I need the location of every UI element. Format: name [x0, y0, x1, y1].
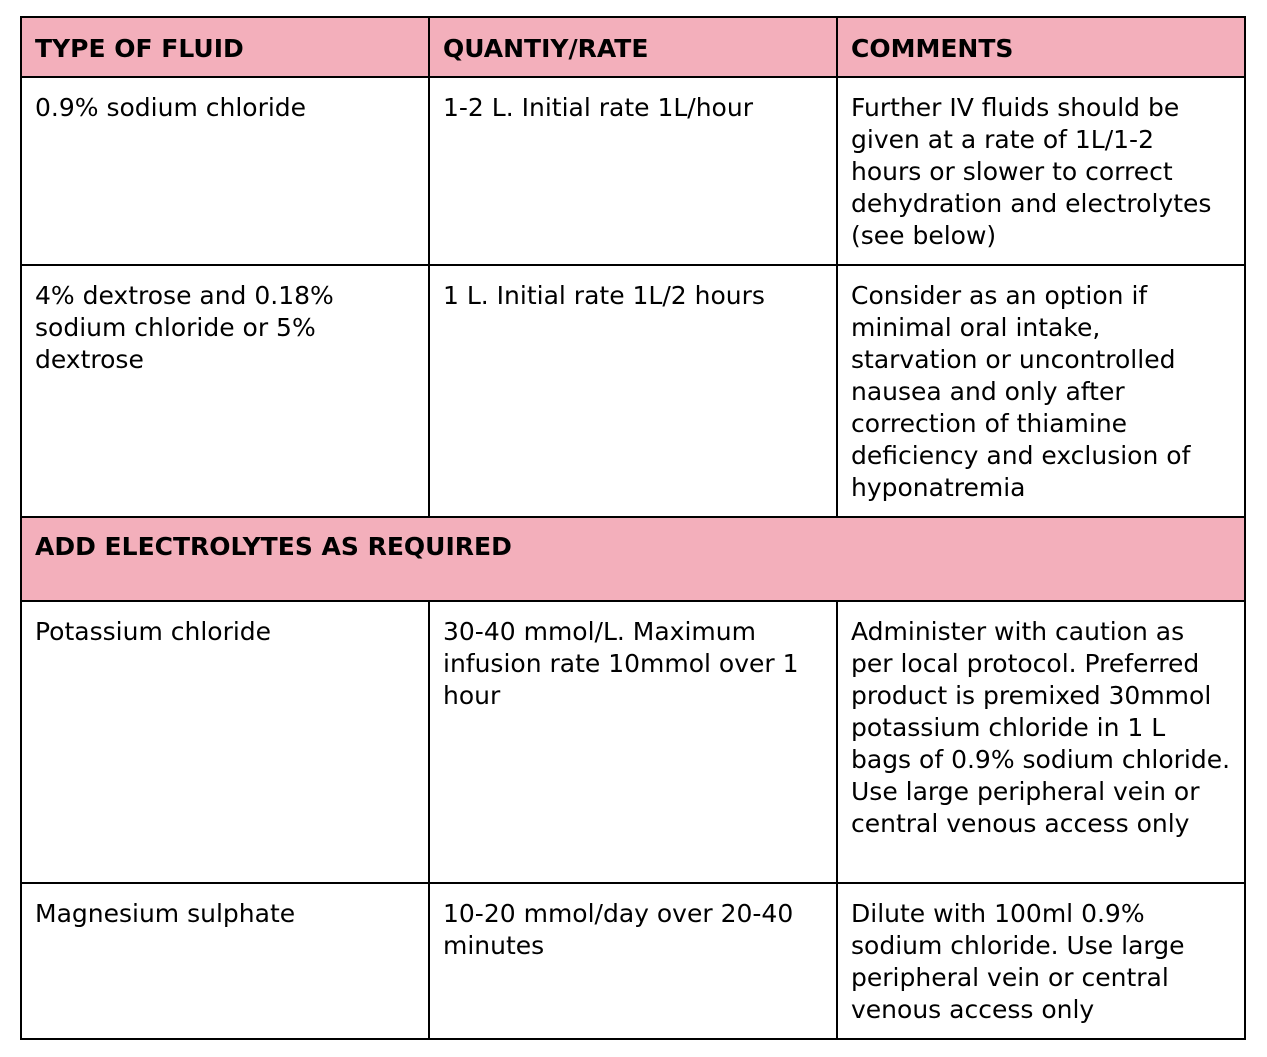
section-title: ADD ELECTROLYTES AS REQUIRED — [21, 517, 1245, 601]
electrolyte-type-cell: Potassium chloride — [21, 601, 429, 883]
fluid-comments-cell: Consider as an option if minimal oral intake, starvation or uncontrolled nausea and only after correction of thiamine deficiency and exclusion of hyponatremia — [837, 265, 1245, 517]
table-header-row — [21, 17, 1245, 77]
header-quantity-rate: QUANTIY/RATE — [429, 17, 837, 77]
electrolyte-quantity-cell: 30-40 mmol/L. Maximum infusion rate 10mmol over 1 hour — [429, 601, 837, 883]
table-row — [21, 883, 1245, 1039]
header-comments: COMMENTS — [837, 17, 1245, 77]
fluid-type-cell: 4% dextrose and 0.18% sodium chloride or 5% dextrose — [21, 265, 429, 517]
fluid-quantity-cell: 1-2 L. Initial rate 1L/hour — [429, 77, 837, 265]
table-row — [21, 77, 1245, 265]
fluid-quantity-cell: 1 L. Initial rate 1L/2 hours — [429, 265, 837, 517]
table-row — [21, 265, 1245, 517]
header-type-of-fluid: TYPE OF FLUID — [21, 17, 429, 77]
electrolyte-type-cell: Magnesium sulphate — [21, 883, 429, 1039]
fluid-type-cell: 0.9% sodium chloride — [21, 77, 429, 265]
electrolyte-comments-cell: Dilute with 100ml 0.9% sodium chloride. Use large peripheral vein or central venous access only — [837, 883, 1245, 1039]
electrolyte-comments-cell: Administer with caution as per local protocol. Preferred product is premixed 30mmol potassium chloride in 1 L bags of 0.9% sodium chloride. Use large peripheral vein or central venous access only — [837, 601, 1245, 883]
table-row — [21, 601, 1245, 883]
electrolyte-quantity-cell: 10-20 mmol/day over 20-40 minutes — [429, 883, 837, 1039]
fluid-table — [20, 16, 1246, 1040]
fluid-comments-cell: Further IV fluids should be given at a rate of 1L/1-2 hours or slower to correct dehydration and electrolytes (see below) — [837, 77, 1245, 265]
section-header-row — [21, 517, 1245, 601]
